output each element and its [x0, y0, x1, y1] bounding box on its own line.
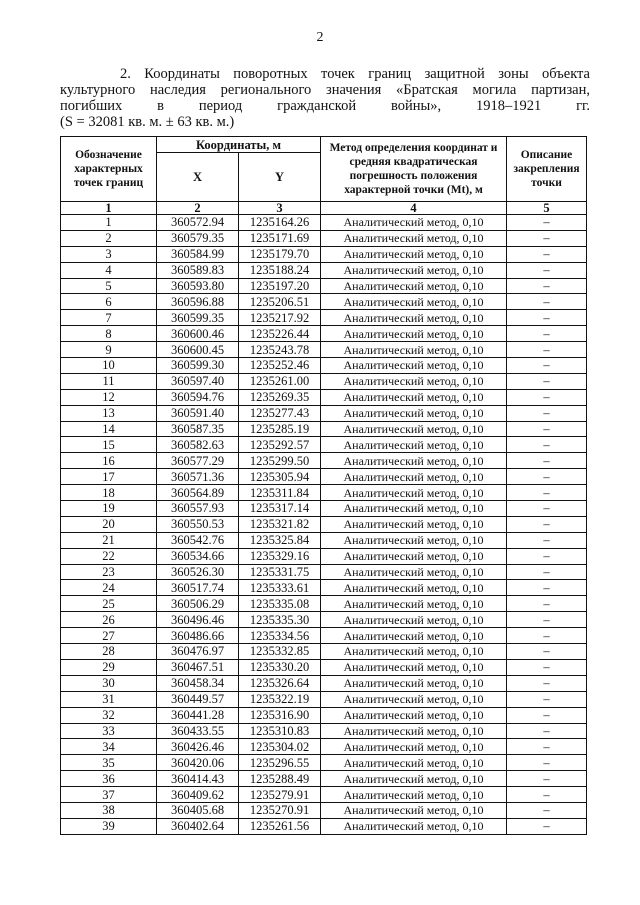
cell-coord-x: 360426.46 [157, 739, 239, 755]
cell-coord-x: 360542.76 [157, 532, 239, 548]
cell-fixing-description: – [507, 358, 587, 374]
table-row [61, 262, 587, 278]
cell-coord-x: 360577.29 [157, 453, 239, 469]
cell-fixing-description: – [507, 675, 587, 691]
table-row [61, 644, 587, 660]
cell-coord-y: 1235296.55 [239, 755, 321, 771]
cell-coord-y: 1235304.02 [239, 739, 321, 755]
table-row [61, 532, 587, 548]
cell-method: Аналитический метод, 0,10 [321, 739, 507, 755]
cell-fixing-description: – [507, 230, 587, 246]
cell-coord-x: 360433.55 [157, 723, 239, 739]
cell-coord-x: 360597.40 [157, 373, 239, 389]
section-heading [60, 66, 590, 130]
cell-fixing-description: – [507, 421, 587, 437]
table-row [61, 755, 587, 771]
table-row [61, 215, 587, 231]
cell-coord-y: 1235261.00 [239, 373, 321, 389]
cell-fixing-description: – [507, 453, 587, 469]
cell-point-number: 39 [61, 818, 157, 834]
cell-fixing-description: – [507, 628, 587, 644]
cell-coord-x: 360405.68 [157, 802, 239, 818]
cell-coord-x: 360579.35 [157, 230, 239, 246]
cell-method: Аналитический метод, 0,10 [321, 215, 507, 231]
table-row [61, 453, 587, 469]
table-row [61, 373, 587, 389]
cell-method: Аналитический метод, 0,10 [321, 405, 507, 421]
cell-coord-x: 360526.30 [157, 564, 239, 580]
cell-fixing-description: – [507, 580, 587, 596]
cell-coord-x: 360599.35 [157, 310, 239, 326]
cell-coord-y: 1235270.91 [239, 802, 321, 818]
cell-coord-y: 1235188.24 [239, 262, 321, 278]
cell-method: Аналитический метод, 0,10 [321, 755, 507, 771]
cell-coord-y: 1235226.44 [239, 326, 321, 342]
cell-point-number: 18 [61, 485, 157, 501]
cell-coord-y: 1235179.70 [239, 246, 321, 262]
cell-fixing-description: – [507, 389, 587, 405]
cell-fixing-description: – [507, 659, 587, 675]
cell-point-number: 11 [61, 373, 157, 389]
table-row [61, 818, 587, 834]
cell-method: Аналитический метод, 0,10 [321, 230, 507, 246]
cell-point-number: 7 [61, 310, 157, 326]
table-row [61, 421, 587, 437]
table-body [61, 215, 587, 835]
cell-point-number: 9 [61, 342, 157, 358]
cell-method: Аналитический метод, 0,10 [321, 628, 507, 644]
cell-point-number: 4 [61, 262, 157, 278]
table-row [61, 230, 587, 246]
cell-coord-y: 1235331.75 [239, 564, 321, 580]
cell-point-number: 3 [61, 246, 157, 262]
cell-coord-y: 1235329.16 [239, 548, 321, 564]
table-row [61, 596, 587, 612]
cell-method: Аналитический метод, 0,10 [321, 644, 507, 660]
cell-fixing-description: – [507, 262, 587, 278]
cell-method: Аналитический метод, 0,10 [321, 691, 507, 707]
column-number: 5 [507, 202, 587, 215]
cell-point-number: 29 [61, 659, 157, 675]
table-row [61, 516, 587, 532]
cell-coord-x: 360596.88 [157, 294, 239, 310]
cell-point-number: 17 [61, 469, 157, 485]
table-row [61, 659, 587, 675]
table-row [61, 389, 587, 405]
cell-coord-y: 1235332.85 [239, 644, 321, 660]
table-row [61, 707, 587, 723]
cell-fixing-description: – [507, 707, 587, 723]
cell-coord-x: 360517.74 [157, 580, 239, 596]
cell-coord-y: 1235285.19 [239, 421, 321, 437]
cell-fixing-description: – [507, 771, 587, 787]
cell-coord-x: 360589.83 [157, 262, 239, 278]
cell-fixing-description: – [507, 596, 587, 612]
cell-coord-x: 360593.80 [157, 278, 239, 294]
cell-coord-y: 1235269.35 [239, 389, 321, 405]
table-row [61, 628, 587, 644]
cell-fixing-description: – [507, 278, 587, 294]
cell-fixing-description: – [507, 310, 587, 326]
cell-point-number: 27 [61, 628, 157, 644]
cell-coord-y: 1235325.84 [239, 532, 321, 548]
cell-fixing-description: – [507, 373, 587, 389]
header-point-designation: Обозначение характерных точек границ [61, 137, 157, 202]
cell-fixing-description: – [507, 501, 587, 517]
cell-coord-x: 360572.94 [157, 215, 239, 231]
table-row [61, 342, 587, 358]
cell-method: Аналитический метод, 0,10 [321, 548, 507, 564]
cell-coord-x: 360414.43 [157, 771, 239, 787]
cell-point-number: 23 [61, 564, 157, 580]
column-number: 4 [321, 202, 507, 215]
cell-fixing-description: – [507, 548, 587, 564]
cell-point-number: 6 [61, 294, 157, 310]
cell-point-number: 14 [61, 421, 157, 437]
table-row [61, 469, 587, 485]
cell-method: Аналитический метод, 0,10 [321, 485, 507, 501]
cell-method: Аналитический метод, 0,10 [321, 437, 507, 453]
cell-fixing-description: – [507, 246, 587, 262]
cell-point-number: 5 [61, 278, 157, 294]
cell-coord-x: 360420.06 [157, 755, 239, 771]
table-row [61, 246, 587, 262]
header-x: X [157, 153, 239, 202]
cell-coord-y: 1235288.49 [239, 771, 321, 787]
coordinates-table [60, 136, 587, 835]
cell-method: Аналитический метод, 0,10 [321, 707, 507, 723]
cell-coord-x: 360486.66 [157, 628, 239, 644]
cell-method: Аналитический метод, 0,10 [321, 612, 507, 628]
cell-coord-x: 360476.97 [157, 644, 239, 660]
cell-method: Аналитический метод, 0,10 [321, 294, 507, 310]
cell-coord-y: 1235164.26 [239, 215, 321, 231]
cell-fixing-description: – [507, 612, 587, 628]
cell-point-number: 15 [61, 437, 157, 453]
header-method: Метод определения координат и средняя квадратическая погрешность положения характерной точки (Mt), м [321, 137, 507, 202]
cell-coord-x: 360600.46 [157, 326, 239, 342]
cell-point-number: 2 [61, 230, 157, 246]
cell-point-number: 10 [61, 358, 157, 374]
table-row [61, 501, 587, 517]
cell-point-number: 38 [61, 802, 157, 818]
cell-coord-x: 360506.29 [157, 596, 239, 612]
cell-coord-x: 360571.36 [157, 469, 239, 485]
cell-point-number: 21 [61, 532, 157, 548]
heading-line-3: погибших в период гражданской войны», 1918–1921 гг. [60, 98, 590, 114]
cell-coord-x: 360587.35 [157, 421, 239, 437]
cell-point-number: 37 [61, 787, 157, 803]
cell-method: Аналитический метод, 0,10 [321, 342, 507, 358]
cell-coord-x: 360534.66 [157, 548, 239, 564]
cell-coord-x: 360458.34 [157, 675, 239, 691]
cell-coord-y: 1235206.51 [239, 294, 321, 310]
cell-fixing-description: – [507, 644, 587, 660]
cell-method: Аналитический метод, 0,10 [321, 453, 507, 469]
cell-coord-x: 360582.63 [157, 437, 239, 453]
cell-coord-y: 1235279.91 [239, 787, 321, 803]
table-row [61, 675, 587, 691]
table-row [61, 723, 587, 739]
cell-fixing-description: – [507, 294, 587, 310]
cell-coord-x: 360564.89 [157, 485, 239, 501]
cell-coord-x: 360467.51 [157, 659, 239, 675]
cell-coord-x: 360449.57 [157, 691, 239, 707]
cell-point-number: 1 [61, 215, 157, 231]
cell-method: Аналитический метод, 0,10 [321, 278, 507, 294]
table-row [61, 802, 587, 818]
cell-coord-y: 1235292.57 [239, 437, 321, 453]
cell-point-number: 12 [61, 389, 157, 405]
cell-coord-y: 1235333.61 [239, 580, 321, 596]
cell-point-number: 8 [61, 326, 157, 342]
cell-coord-y: 1235321.82 [239, 516, 321, 532]
cell-fixing-description: – [507, 342, 587, 358]
heading-line-4: (S = 32081 кв. м. ± 63 кв. м.) [60, 114, 235, 130]
cell-point-number: 30 [61, 675, 157, 691]
page-number: 2 [316, 30, 324, 45]
heading-line-2: культурного наследия регионального значения «Братская могила партизан, [60, 82, 590, 98]
table-row [61, 564, 587, 580]
cell-coord-x: 360599.30 [157, 358, 239, 374]
cell-method: Аналитический метод, 0,10 [321, 564, 507, 580]
cell-fixing-description: – [507, 723, 587, 739]
cell-point-number: 31 [61, 691, 157, 707]
table-row [61, 310, 587, 326]
cell-coord-y: 1235243.78 [239, 342, 321, 358]
cell-coord-y: 1235305.94 [239, 469, 321, 485]
cell-coord-y: 1235299.50 [239, 453, 321, 469]
cell-coord-x: 360409.62 [157, 787, 239, 803]
table-row [61, 326, 587, 342]
cell-coord-x: 360550.53 [157, 516, 239, 532]
cell-fixing-description: – [507, 739, 587, 755]
cell-coord-y: 1235277.43 [239, 405, 321, 421]
cell-fixing-description: – [507, 755, 587, 771]
header-description: Описание закрепления точки [507, 137, 587, 202]
cell-coord-y: 1235171.69 [239, 230, 321, 246]
table-row [61, 294, 587, 310]
table-row [61, 405, 587, 421]
cell-method: Аналитический метод, 0,10 [321, 358, 507, 374]
table-row [61, 739, 587, 755]
cell-method: Аналитический метод, 0,10 [321, 516, 507, 532]
cell-fixing-description: – [507, 437, 587, 453]
cell-coord-y: 1235217.92 [239, 310, 321, 326]
cell-fixing-description: – [507, 469, 587, 485]
cell-point-number: 22 [61, 548, 157, 564]
cell-coord-x: 360496.46 [157, 612, 239, 628]
cell-coord-x: 360557.93 [157, 501, 239, 517]
cell-method: Аналитический метод, 0,10 [321, 787, 507, 803]
cell-method: Аналитический метод, 0,10 [321, 469, 507, 485]
cell-coord-y: 1235326.64 [239, 675, 321, 691]
cell-point-number: 24 [61, 580, 157, 596]
table-row [61, 612, 587, 628]
cell-point-number: 35 [61, 755, 157, 771]
cell-method: Аналитический метод, 0,10 [321, 501, 507, 517]
cell-coord-x: 360591.40 [157, 405, 239, 421]
cell-method: Аналитический метод, 0,10 [321, 373, 507, 389]
cell-fixing-description: – [507, 802, 587, 818]
cell-coord-x: 360584.99 [157, 246, 239, 262]
cell-method: Аналитический метод, 0,10 [321, 723, 507, 739]
cell-point-number: 32 [61, 707, 157, 723]
cell-point-number: 19 [61, 501, 157, 517]
table-row [61, 278, 587, 294]
cell-coord-y: 1235311.84 [239, 485, 321, 501]
cell-method: Аналитический метод, 0,10 [321, 262, 507, 278]
cell-method: Аналитический метод, 0,10 [321, 246, 507, 262]
cell-fixing-description: – [507, 532, 587, 548]
heading-line-1: 2. Координаты поворотных точек границ защитной зоны объекта [120, 66, 590, 82]
cell-coord-y: 1235330.20 [239, 659, 321, 675]
column-number: 2 [157, 202, 239, 215]
cell-point-number: 16 [61, 453, 157, 469]
cell-fixing-description: – [507, 405, 587, 421]
cell-point-number: 33 [61, 723, 157, 739]
header-y: Y [239, 153, 321, 202]
cell-method: Аналитический метод, 0,10 [321, 802, 507, 818]
cell-coord-y: 1235310.83 [239, 723, 321, 739]
cell-coord-y: 1235261.56 [239, 818, 321, 834]
table-row [61, 771, 587, 787]
cell-fixing-description: – [507, 818, 587, 834]
cell-fixing-description: – [507, 787, 587, 803]
cell-point-number: 34 [61, 739, 157, 755]
cell-coord-y: 1235335.30 [239, 612, 321, 628]
cell-method: Аналитический метод, 0,10 [321, 659, 507, 675]
header-coordinates: Координаты, м [157, 137, 321, 153]
cell-point-number: 13 [61, 405, 157, 421]
cell-coord-y: 1235197.20 [239, 278, 321, 294]
cell-method: Аналитический метод, 0,10 [321, 532, 507, 548]
cell-method: Аналитический метод, 0,10 [321, 771, 507, 787]
cell-coord-y: 1235316.90 [239, 707, 321, 723]
cell-coord-y: 1235252.46 [239, 358, 321, 374]
cell-method: Аналитический метод, 0,10 [321, 310, 507, 326]
column-number: 3 [239, 202, 321, 215]
cell-coord-x: 360594.76 [157, 389, 239, 405]
table-row [61, 787, 587, 803]
cell-point-number: 20 [61, 516, 157, 532]
cell-point-number: 25 [61, 596, 157, 612]
cell-coord-y: 1235335.08 [239, 596, 321, 612]
cell-fixing-description: – [507, 326, 587, 342]
cell-method: Аналитический метод, 0,10 [321, 596, 507, 612]
cell-point-number: 36 [61, 771, 157, 787]
cell-fixing-description: – [507, 485, 587, 501]
table-row [61, 691, 587, 707]
cell-method: Аналитический метод, 0,10 [321, 389, 507, 405]
cell-fixing-description: – [507, 516, 587, 532]
column-number: 1 [61, 202, 157, 215]
cell-fixing-description: – [507, 215, 587, 231]
cell-coord-x: 360402.64 [157, 818, 239, 834]
cell-point-number: 28 [61, 644, 157, 660]
cell-coord-x: 360441.28 [157, 707, 239, 723]
cell-fixing-description: – [507, 564, 587, 580]
cell-coord-y: 1235334.56 [239, 628, 321, 644]
cell-method: Аналитический метод, 0,10 [321, 580, 507, 596]
cell-method: Аналитический метод, 0,10 [321, 326, 507, 342]
cell-method: Аналитический метод, 0,10 [321, 675, 507, 691]
table-row [61, 548, 587, 564]
table-row [61, 437, 587, 453]
cell-point-number: 26 [61, 612, 157, 628]
cell-fixing-description: – [507, 691, 587, 707]
cell-coord-y: 1235322.19 [239, 691, 321, 707]
cell-coord-x: 360600.45 [157, 342, 239, 358]
cell-coord-y: 1235317.14 [239, 501, 321, 517]
cell-method: Аналитический метод, 0,10 [321, 818, 507, 834]
table-row [61, 580, 587, 596]
table-row [61, 485, 587, 501]
table-row [61, 358, 587, 374]
cell-method: Аналитический метод, 0,10 [321, 421, 507, 437]
